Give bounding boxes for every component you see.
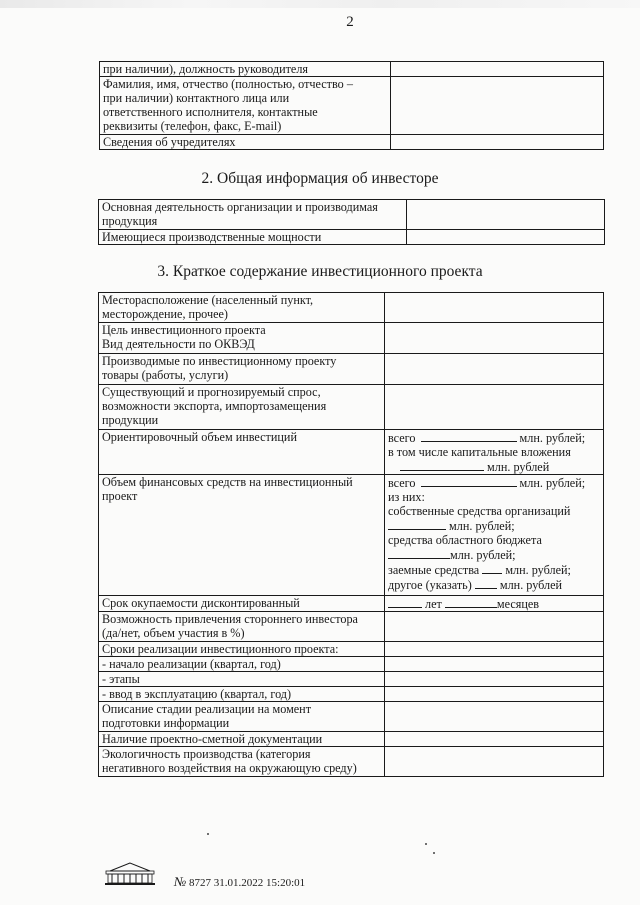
table-row <box>99 293 604 323</box>
row-label: Фамилия, имя, отчество (полностью, отчество – при наличии) контактного лица или ответственного исполнителя, контактные реквизиты (телефон, факс, E-mail) <box>100 77 391 135</box>
row-label: Производимые по инвестиционному проекту товары (работы, услуги) <box>99 354 385 385</box>
row-label: Месторасположение (населенный пункт, месторождение, прочее) <box>99 293 385 323</box>
table-row <box>99 732 604 747</box>
capital-input[interactable] <box>400 459 484 471</box>
table-row <box>100 135 604 150</box>
row-value-cell[interactable] <box>407 200 605 230</box>
total-label: всего <box>388 431 416 445</box>
row-label: Описание стадии реализации на момент подготовки информации <box>99 702 385 732</box>
unit-label: млн. рублей; <box>519 476 586 490</box>
own-funds-label: собственные средства организаций <box>388 504 571 518</box>
applicant-info-table <box>99 61 604 150</box>
capital-label: в том числе капитальные вложения <box>388 445 571 459</box>
row-value-cell[interactable] <box>385 672 604 687</box>
total-input[interactable] <box>421 430 517 442</box>
row-label: Экологичность производства (категория негативного воздействия на окружающую среду) <box>99 747 385 777</box>
row-label: - этапы <box>99 672 385 687</box>
financing-volume-cell[interactable] <box>385 475 604 596</box>
borrowed-label: заемные средства <box>388 563 480 577</box>
row-value-cell[interactable] <box>385 612 604 642</box>
table-row <box>99 323 604 354</box>
row-value-cell[interactable] <box>385 732 604 747</box>
unit-label: млн. рублей <box>487 460 550 474</box>
row-value-cell[interactable] <box>391 77 604 135</box>
row-label: Сроки реализации инвестиционного проекта: <box>99 642 385 657</box>
row-value-cell[interactable] <box>385 642 604 657</box>
total-input[interactable] <box>421 475 517 487</box>
investor-info-table <box>98 199 605 245</box>
row-label: Возможность привлечения стороннего инвестора (да/нет, объем участия в %) <box>99 612 385 642</box>
table-row <box>99 672 604 687</box>
total-label: всего <box>388 476 416 490</box>
unit-label: млн. рублей; <box>450 548 516 562</box>
row-label: Имеющиеся производственные мощности <box>99 230 407 245</box>
registration-number-date: 8727 31.01.2022 15:20:01 <box>189 877 306 889</box>
table-row <box>99 475 604 596</box>
row-label: Сведения об учредителях <box>100 135 391 150</box>
table-row <box>99 702 604 732</box>
row-label: Срок окупаемости дисконтированный <box>99 596 385 612</box>
table-row <box>99 230 605 245</box>
scan-edge <box>0 0 640 8</box>
row-value-cell[interactable] <box>385 657 604 672</box>
row-value-cell[interactable] <box>391 135 604 150</box>
registration-stamp <box>174 874 305 890</box>
row-label: Объем финансовых средств на инвестиционный проект <box>99 475 385 596</box>
payback-cell[interactable] <box>385 596 604 612</box>
months-input[interactable] <box>445 596 497 608</box>
table-row <box>99 354 604 385</box>
number-sign: № <box>174 874 187 889</box>
row-label: - ввод в эксплуатацию (квартал, год) <box>99 687 385 702</box>
table-row <box>99 657 604 672</box>
scan-speck <box>433 852 435 854</box>
row-label: Ориентировочный объем инвестиций <box>99 430 385 475</box>
table-row <box>99 385 604 430</box>
row-value-cell[interactable] <box>391 62 604 77</box>
row-label: - начало реализации (квартал, год) <box>99 657 385 672</box>
row-value-cell[interactable] <box>385 687 604 702</box>
unit-label: млн. рублей; <box>519 431 586 445</box>
row-value-cell[interactable] <box>385 323 604 354</box>
table-row <box>99 642 604 657</box>
unit-label: млн. рублей; <box>505 563 571 577</box>
unit-label: млн. рублей <box>499 578 563 592</box>
page-number: 2 <box>346 14 354 30</box>
other-label: другое (указать) <box>388 578 472 592</box>
building-stamp-icon <box>104 862 156 886</box>
years-input[interactable] <box>388 596 422 608</box>
table-row <box>99 430 604 475</box>
months-label: месяцев <box>496 597 540 611</box>
section-3-title: 3. Краткое содержание инвестиционного проекта <box>157 263 483 280</box>
project-summary-table <box>98 292 604 777</box>
years-label: лет <box>425 597 442 611</box>
row-label: Цель инвестиционного проекта Вид деятельности по ОКВЭД <box>99 323 385 354</box>
row-value-cell[interactable] <box>385 385 604 430</box>
scan-speck <box>207 833 209 835</box>
regional-budget-label: средства областного бюджета <box>388 533 542 547</box>
regional-budget-input[interactable] <box>388 547 450 559</box>
table-row <box>99 596 604 612</box>
row-value-cell[interactable] <box>407 230 605 245</box>
table-row <box>99 687 604 702</box>
table-row <box>99 200 605 230</box>
row-label: Существующий и прогнозируемый спрос, возможности экспорта, импортозамещения продукции <box>99 385 385 430</box>
other-input[interactable] <box>475 577 497 589</box>
row-label: Основная деятельность организации и производимая продукция <box>99 200 407 230</box>
registration-footer <box>104 860 364 890</box>
own-funds-input[interactable] <box>388 518 446 530</box>
row-value-cell[interactable] <box>385 702 604 732</box>
borrowed-input[interactable] <box>482 562 502 574</box>
section-2-title: 2. Общая информация об инвесторе <box>201 170 439 187</box>
scan-speck <box>425 843 427 845</box>
unit-label: млн. рублей; <box>449 519 515 533</box>
table-row <box>100 77 604 135</box>
row-label: Наличие проектно-сметной документации <box>99 732 385 747</box>
table-row <box>100 62 604 77</box>
row-label: при наличии), должность руководителя <box>100 62 391 77</box>
row-value-cell[interactable] <box>385 747 604 777</box>
table-row <box>99 612 604 642</box>
row-value-cell[interactable] <box>385 293 604 323</box>
of-which-label: из них: <box>388 490 425 504</box>
table-row <box>99 747 604 777</box>
row-value-cell[interactable] <box>385 354 604 385</box>
investment-volume-cell[interactable] <box>385 430 604 475</box>
